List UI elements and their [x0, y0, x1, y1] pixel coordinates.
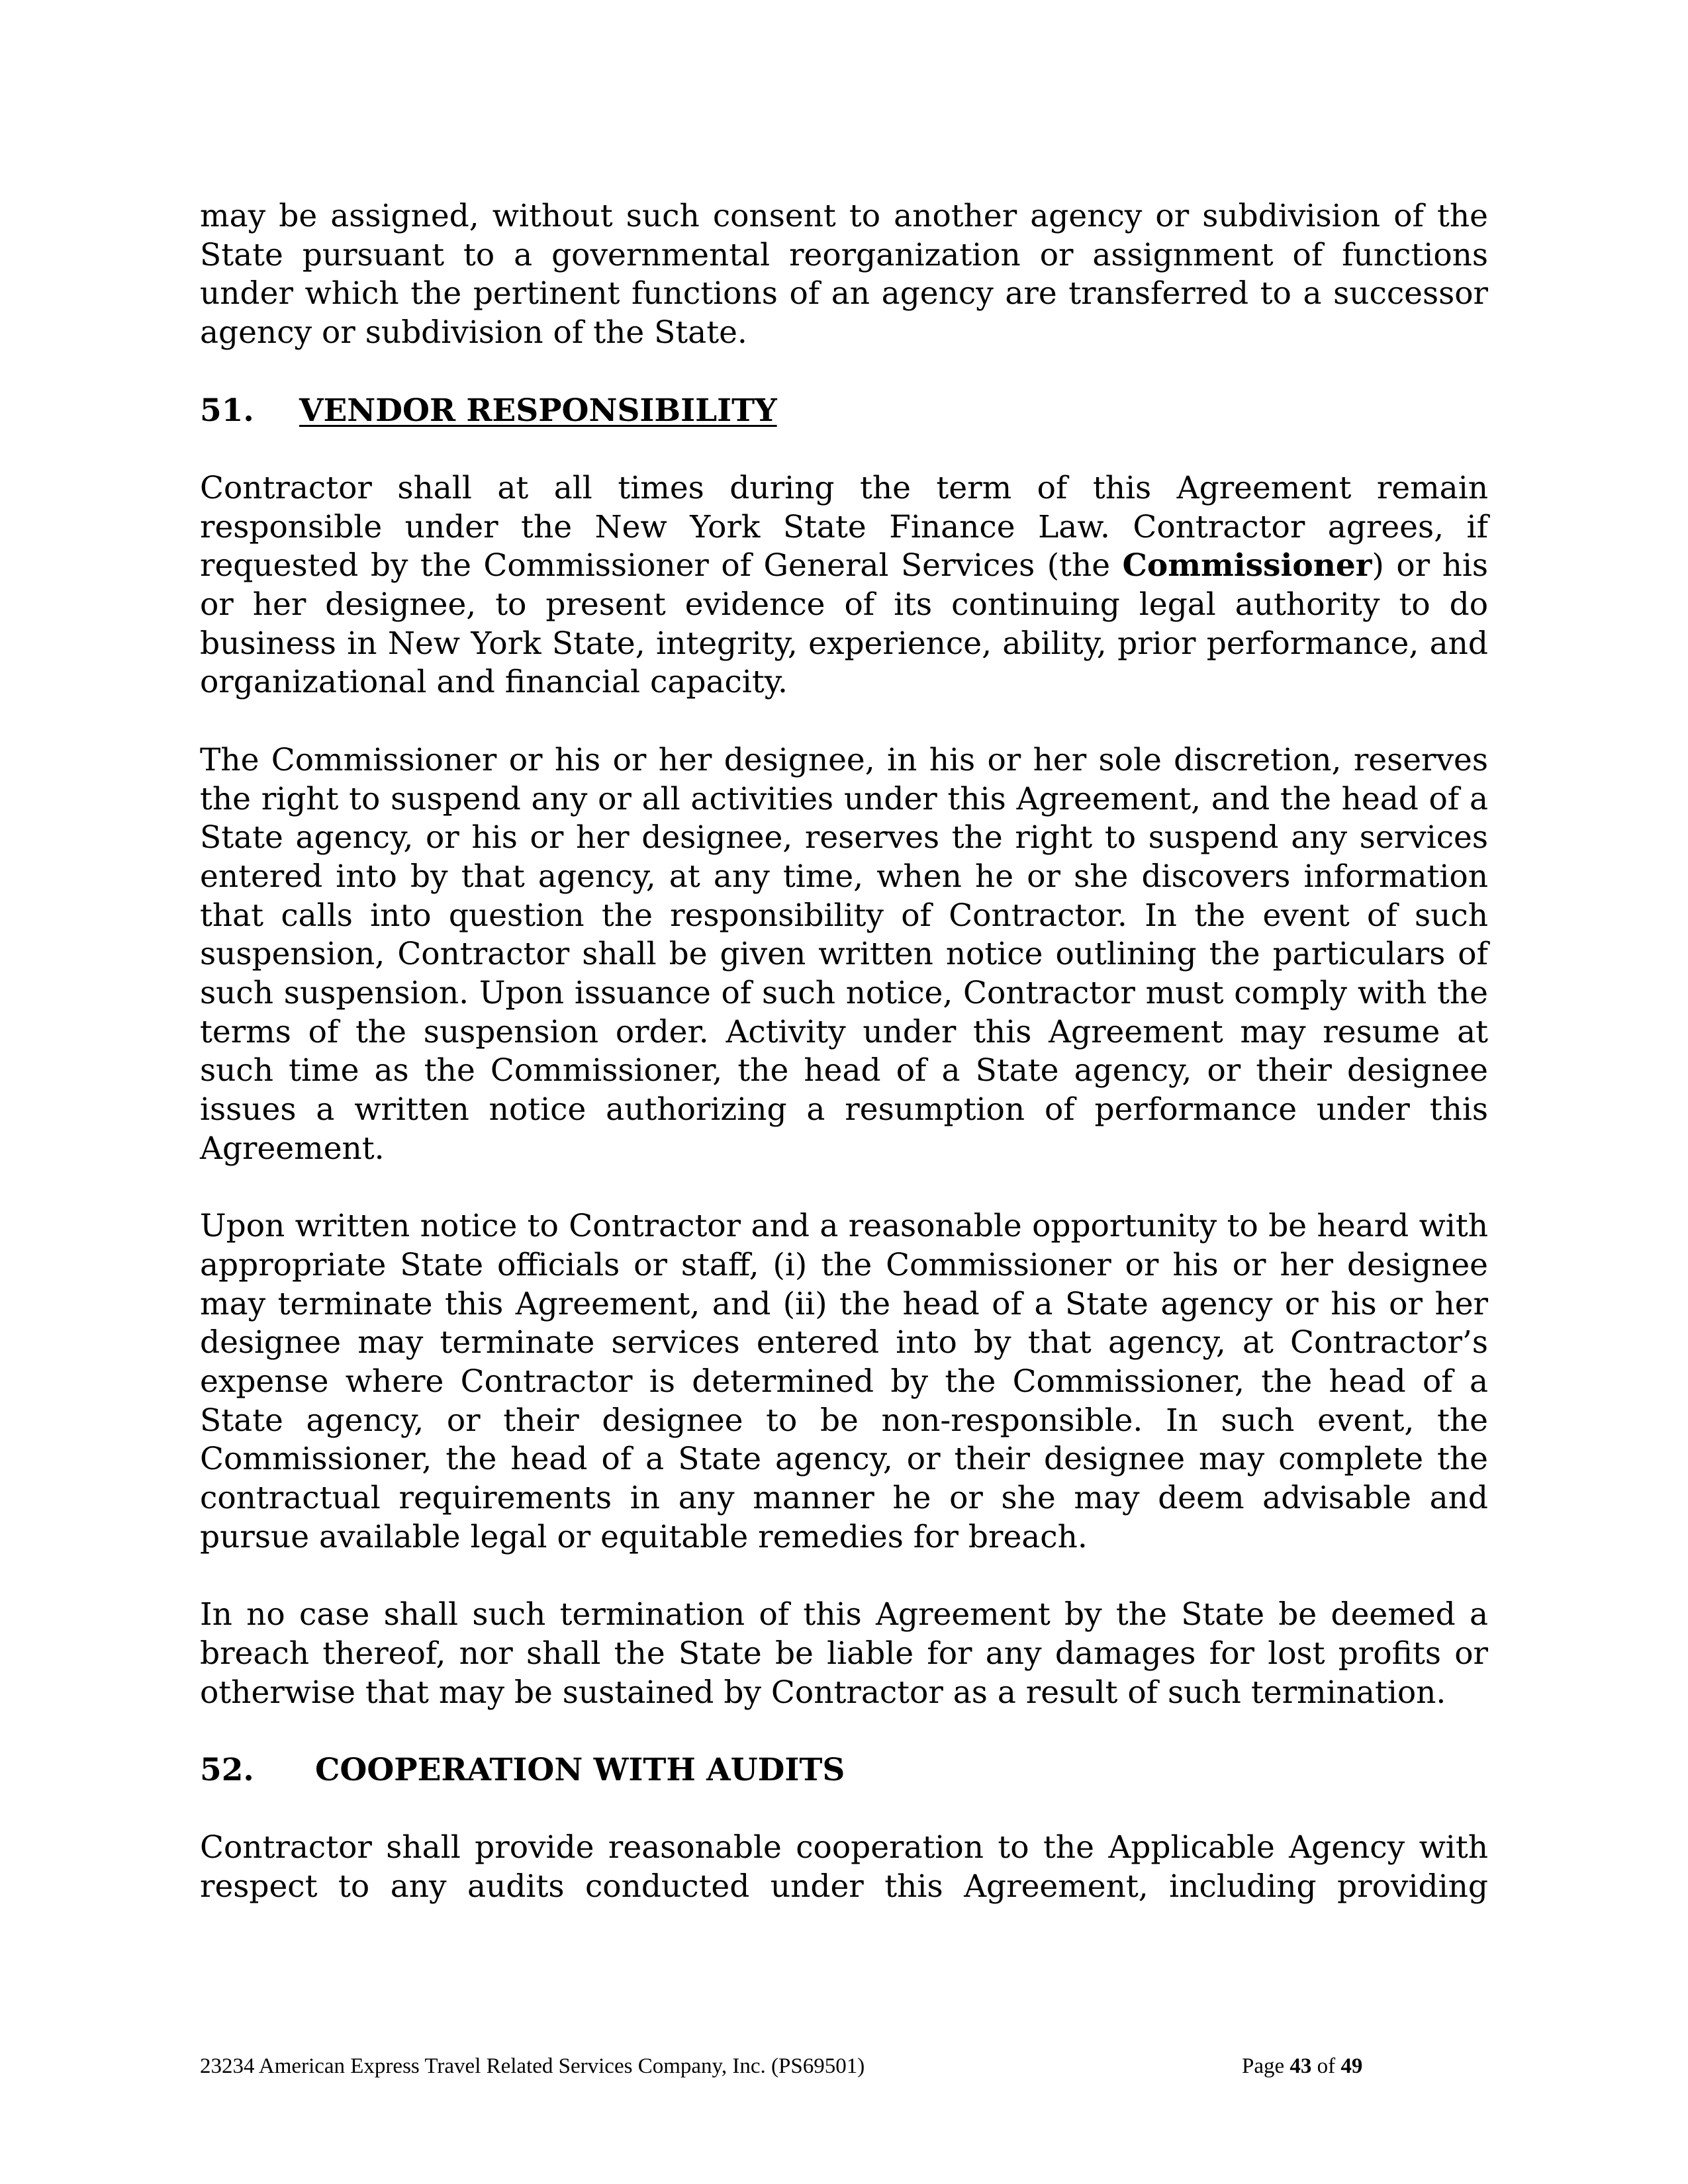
section-51-title: VENDOR RESPONSIBILITY	[299, 392, 777, 429]
footer-page-current: 43	[1289, 2054, 1312, 2078]
section-52-heading	[200, 1751, 1488, 1790]
section-52-paragraph-1: Contractor shall provide reasonable cooperation to the Applicable Agency with respect to any audits conducted under this Agreement, including providing	[200, 1829, 1488, 1905]
section-52-title: COOPERATION WITH AUDITS	[315, 1752, 845, 1789]
section-51-heading	[200, 392, 1488, 431]
section-51-paragraph-4: In no case shall such termination of this Agreement by the State be deemed a breach thereof, nor shall the State be liable for any damages for lost profits or otherwise that may be sustained by Contractor as a result of such termination.	[200, 1596, 1488, 1711]
intro-paragraph: may be assigned, without such consent to another agency or subdivision of the State pursuant to a governmental reorganization or assignment of functions under which the pertinent functions of an agency are transferred to a successor agency or subdivision of the State.	[200, 198, 1488, 351]
section-51-p1-text-b: ) or his or her designee, to present evidence of its continuing legal authority to do business in New York State, integrity, experience, ability, prior performance, and organizational and financial capacity.	[200, 547, 1488, 701]
section-51-number: 51.	[200, 392, 254, 429]
footer-page-total: 49	[1340, 2054, 1363, 2078]
footer-page-label: Page	[1242, 2054, 1285, 2078]
footer-page-number	[1242, 2053, 1362, 2079]
section-51-paragraph-1	[200, 469, 1488, 702]
section-52-number: 52.	[200, 1752, 254, 1789]
section-51-p1-text-a: Contractor shall at all times during the term of this Agreement remain responsible under the New York State Finance Law. Contractor agrees, if requested by the Commissioner of General Services (the	[200, 469, 1488, 584]
section-51-paragraph-2: The Commissioner or his or her designee, in his or her sole discretion, reserves the right to suspend any or all activities under this Agreement, and the head of a State agency, or his or her designee, reserves the right to suspend any services entered into by that agency, at any time, when he or she discovers information that calls into question the responsibility of Contractor. In the event of such suspension, Contractor shall be given written notice outlining the particulars of such suspension. Upon issuance of such notice, Contractor must comply with the terms of the suspension order. Activity under this Agreement may resume at such time as the Commissioner, the head of a State agency, or their designee issues a written notice authorizing a resumption of performance under this Agreement.	[200, 741, 1488, 1167]
commissioner-defined-term: Commissioner	[1122, 547, 1372, 584]
document-page	[200, 197, 1488, 1946]
footer-document-id: 23234 American Express Travel Related Services Company, Inc. (PS69501)	[200, 2054, 865, 2078]
footer-page-of: of	[1317, 2054, 1336, 2078]
section-51-paragraph-3: Upon written notice to Contractor and a reasonable opportunity to be heard with appropriate State officials or staff, (i) the Commissioner or his or her designee may terminate this Agreement, and (ii) the head of a State agency or his or her designee may terminate services entered into by that agency, at Contractor’s expense where Contractor is determined by the Commissioner, the head of a State agency, or their designee to be non-responsible. In such event, the Commissioner, the head of a State agency, or their designee may complete the contractual requirements in any manner he or she may deem advisable and pursue available legal or equitable remedies for breach.	[200, 1208, 1488, 1555]
